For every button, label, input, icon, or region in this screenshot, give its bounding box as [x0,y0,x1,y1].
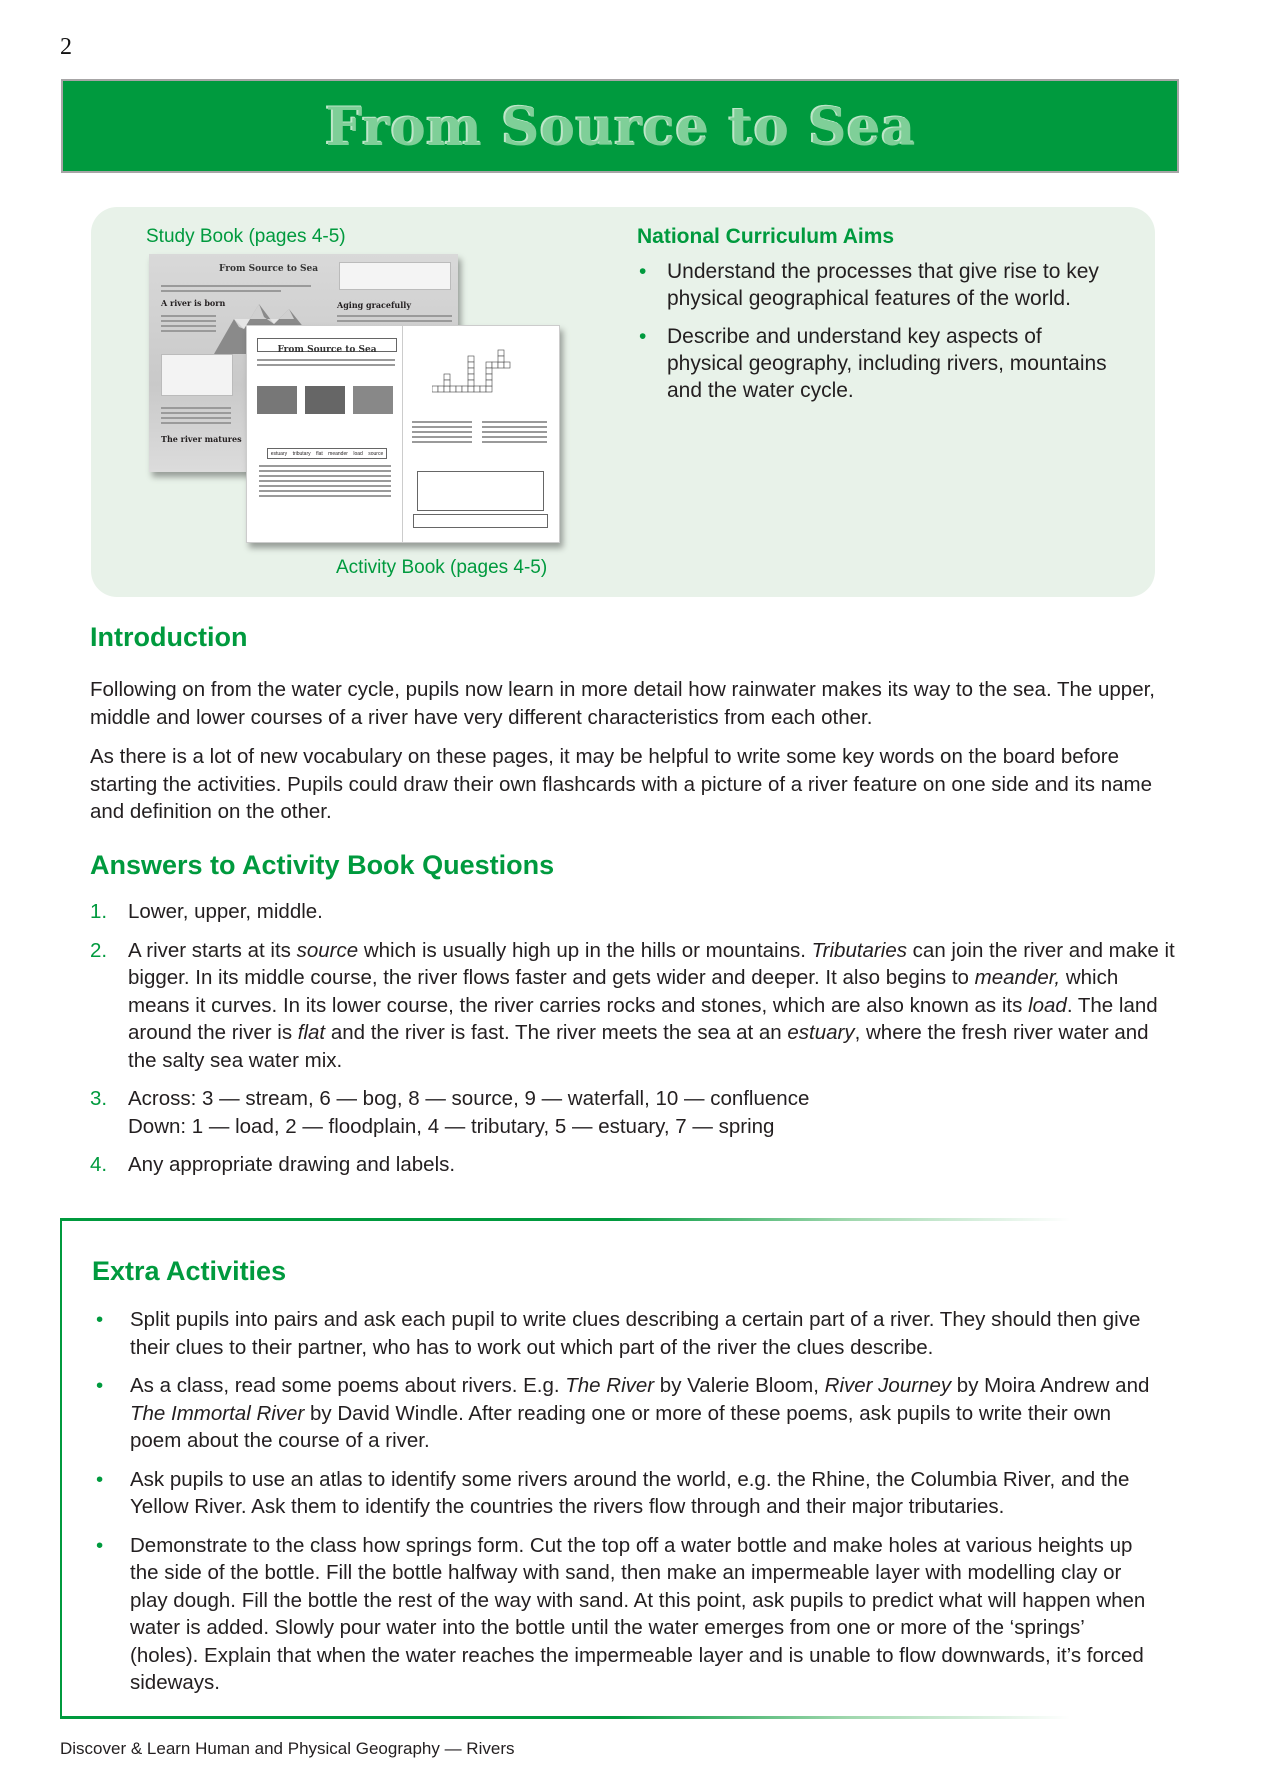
bullet-icon: • [96,1374,104,1397]
bullet-icon: • [639,260,647,283]
thumb-heading: The river matures [161,434,242,444]
nc-aims-list [637,258,1117,415]
word-bank [267,448,387,459]
word-bank-item: meander [328,450,348,457]
answer-item: 3. Across: 3 — stream, 6 — bog, 8 — source, 9 — waterfall, 10 — confluence Down: 1 — load, 2 — floodplain, 4 — tributary, 5 — estuary, 7 — spring [90,1085,1180,1140]
divider [60,1716,1070,1719]
thumb-title: From Source to Sea [219,264,319,274]
word-bank-item: load [353,450,363,457]
title-banner [61,79,1179,173]
page-number: 2 [60,34,72,60]
activity-book-thumbnail [246,325,560,543]
answer-item: 1. Lower, upper, middle. [90,900,323,923]
nc-aim-item: • Describe and understand key aspects of physical geography, including rivers, mountains and the water cycle. [639,325,1107,402]
crossword-down-answers: Down: 1 — load, 2 — floodplain, 4 — tributary, 5 — estuary, 7 — spring [128,1114,775,1138]
thumb-heading: A river is born [161,298,226,308]
study-book-label: Study Book (pages 4-5) [146,226,346,247]
word-bank-item: source [368,450,384,457]
word-bank-item: estuary [270,450,288,457]
introduction-paragraph: As there is a lot of new vocabulary on these pages, it may be helpful to write some key words on the board before starting the activities. Pupils could draw their own flashcards with a picture of a river feature on one side and its name and definition on the other. [90,745,1152,823]
answers-list [90,898,1180,1190]
answer-item: 4. Any appropriate drawing and labels. [90,1153,456,1176]
activity-item: • Ask pupils to use an atlas to identify some rivers around the world, e.g. the Rhine, the Columbia River, and the Yellow River. Ask them to identify the countries the rivers flow through and their major tributaries. [96,1467,1130,1518]
extra-activities-heading: Extra Activities [92,1256,287,1286]
activity-item: • As a class, read some poems about rivers. E.g. The River by Valerie Bloom, River Journey by Moira Andrew and The Immortal River by David Windle. After reading one or more of these poems, ask pupils to write their own poem about the course of a river. [96,1374,1150,1452]
bullet-icon: • [639,325,647,348]
answer-text: A river starts at its source which is usually high up in the hills or mountains. Tributaries can join the river and make it bigger. In its middle course, the river flows faster and gets wider and deeper. It also begins to meander, which means it curves. In its lower course, the river carries rocks and stones, which are also known as its load. The land around the river is flat and the river is fast. The river meets the sea at an estuary, where the fresh river water and the salty sea water mix. [128,938,1175,1072]
introduction-paragraph: Following on from the water cycle, pupils now learn in more detail how rainwater makes its way to the sea. The upper, middle and lower courses of a river have very different characteristics from each other. [90,678,1155,729]
activity-item: • Demonstrate to the class how springs form. Cut the top off a water bottle and make holes at various heights up the side of the bottle. Fill the bottle halfway with sand, then make an impermeable layer with modelling clay or play dough. Fill the bottle the rest of the way with sand. At this point, ask pupils to predict what will happen when water is added. Slowly pour water into the bottle until the water emerges from one or more of the ‘springs’ (holes). Explain that when the water reaches the impermeable layer and is unable to flow downwards, it’s forced sideways. [96,1533,1146,1694]
word-bank-item: flat [316,450,323,457]
nc-aim-item: • Understand the processes that give rise to key physical geographical features of the world. [639,260,1099,310]
nc-aims-heading: National Curriculum Aims [637,225,895,248]
page-title: From Source to Sea [324,95,916,157]
crossword-across-answers: Across: 3 — stream, 6 — bog, 8 — source, 9 — waterfall, 10 — confluence [128,1087,810,1110]
answers-heading: Answers to Activity Book Questions [90,850,555,880]
extra-activities-list [92,1306,1152,1708]
thumb-title: From Source to Sea [277,345,377,355]
word-bank-item: tributary [292,450,311,457]
thumb-heading: Aging gracefully [337,300,411,310]
introduction-heading: Introduction [90,622,248,652]
page-footer: Discover & Learn Human and Physical Geography — Rivers [60,1739,515,1758]
bullet-icon: • [96,1467,104,1491]
bullet-icon: • [96,1308,104,1331]
bullet-icon: • [96,1533,104,1557]
divider [60,1218,1070,1221]
activity-book-label: Activity Book (pages 4-5) [336,557,548,578]
activity-item: • Split pupils into pairs and ask each pupil to write clues describing a certain part of a river. They should then give their clues to their partner, who has to work out which part of the river the clues describe. [96,1308,1141,1359]
answer-item: 2. A river starts at its source which is usually high up in the hills or mountains. Tributaries can join the river and make it bigger. In its middle course, the river flows faster and gets wider and deeper. It also begins to meander, which means it curves. In its lower course, the river carries rocks and stones, which are also known as its load. The land around the river is flat and the river is fast. The river meets the sea at an estuary, where the fresh river water and the salty sea water mix. [90,938,1175,1072]
crossword-grid [432,346,532,406]
